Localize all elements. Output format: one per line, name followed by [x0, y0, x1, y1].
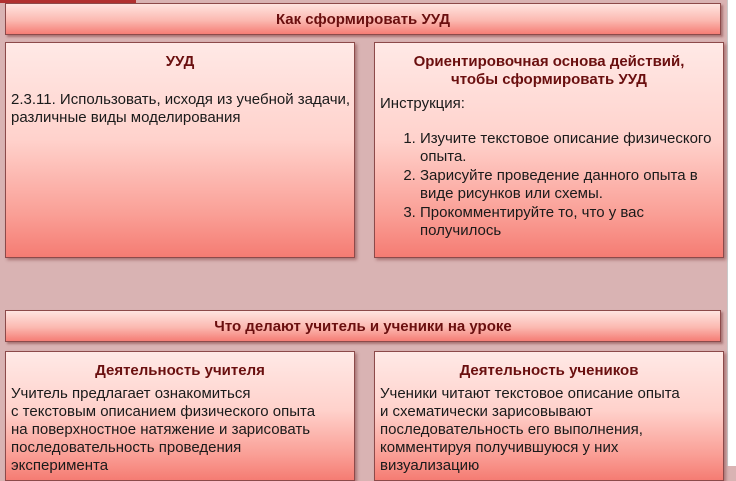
instruction-steps [380, 130, 723, 240]
section-header-lesson [5, 310, 721, 342]
instruction-step: 2. Зарисуйте проведение данного опыта в виде рисунков или схемы. [420, 167, 723, 203]
teacher-text-line: эксперимента [11, 457, 109, 474]
instruction-label: Инструкция: [380, 95, 465, 112]
teacher-panel-text [11, 385, 354, 475]
students-text-line: визуализацию [380, 457, 480, 474]
window-edge [727, 0, 736, 466]
teacher-text-line: на поверхностное натяжение и зарисовать [11, 421, 311, 438]
ood-panel-title-line2: чтобы сформировать УУД [451, 71, 647, 88]
ood-panel-title-line1: Ориентировочная основа действий, [413, 53, 685, 70]
students-panel-title: Деятельность учеников [459, 362, 639, 379]
uud-panel-title: УУД [165, 53, 195, 70]
students-text-line: и схематически зарисовывают [380, 403, 593, 420]
section-header-uud [5, 3, 721, 35]
teacher-text-line: с текстовым описанием физического опыта [11, 403, 316, 420]
lesson-header-title: Что делают учитель и ученики на уроке [214, 317, 512, 335]
students-panel [374, 351, 724, 481]
ood-panel [374, 42, 724, 258]
ood-panel-title [375, 53, 723, 89]
section-header-title: Как сформировать УУД [275, 10, 451, 28]
students-text-line: комментируя получившуюся у них [380, 439, 619, 456]
teacher-panel [5, 351, 355, 481]
students-text-line: последовательность его выполнения, [380, 421, 643, 438]
uud-panel-text: 2.3.11. Использовать, исходя из учебной задачи, различные виды моделирования [11, 91, 351, 126]
ood-panel-body [380, 95, 723, 240]
teacher-text-line: Учитель предлагает ознакомиться [11, 385, 251, 402]
instruction-step: 3. Прокомментируйте то, что у вас получилось [420, 204, 723, 240]
students-text-line: Ученики читают текстовое описание опыта [380, 385, 680, 402]
teacher-text-line: последовательность проведения [11, 439, 242, 456]
teacher-panel-title: Деятельность учителя [95, 362, 265, 379]
uud-panel [5, 42, 355, 258]
students-panel-text [380, 385, 723, 475]
instruction-step: 1. Изучите текстовое описание физического опыта. [420, 130, 723, 166]
